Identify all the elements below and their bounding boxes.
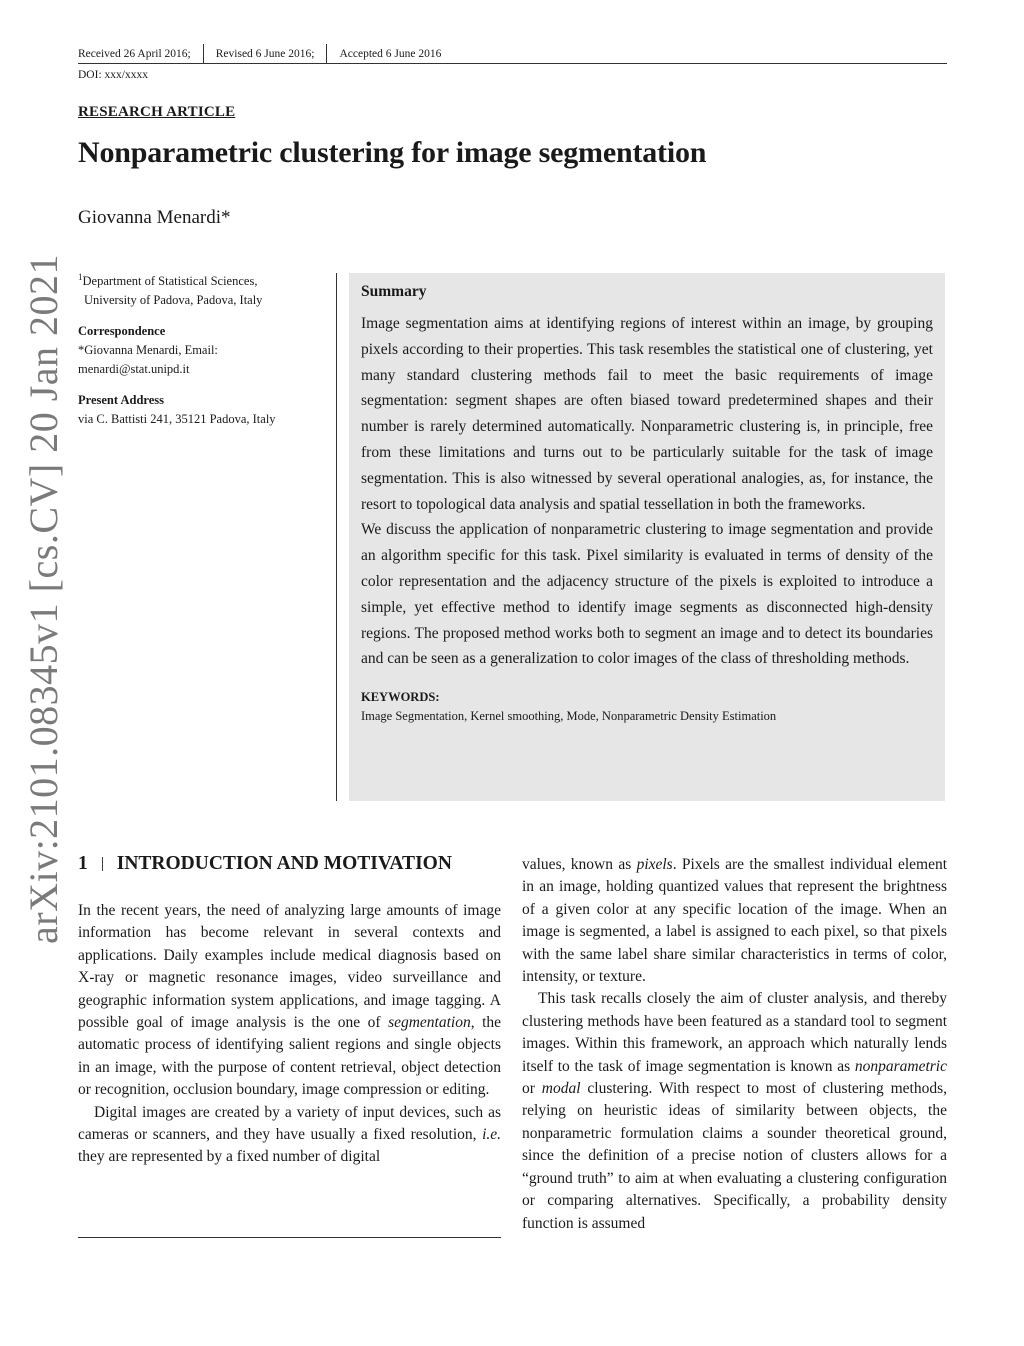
section-separator bbox=[102, 857, 103, 871]
affiliation-line-2: University of Padova, Padova, Italy bbox=[84, 293, 263, 308]
date-separator bbox=[326, 44, 327, 64]
accepted-date: Accepted 6 June 2016 bbox=[339, 48, 442, 60]
revised-date: Revised 6 June 2016; bbox=[215, 48, 315, 60]
present-address: via C. Battisti 241, 35121 Padova, Italy bbox=[78, 412, 276, 427]
correspondence-label: Correspondence bbox=[78, 324, 166, 339]
section-title: INTRODUCTION AND MOTIVATION bbox=[116, 853, 452, 874]
correspondence-line-1: *Giovanna Menardi, Email: bbox=[78, 343, 218, 358]
summary-paragraph-2: We discuss the application of nonparametric clustering to image segmentation and provide an algorithm specific for this task. Pixel similarity is evaluated in terms of density of the color representation and the adjacency structure of the pixels is exploited to introduce a simple, yet effective method to identify image segments as disconnected high-density regions. The proposed method works both to segment an image and to detect its boundaries and can be seen as a generalization to color images of the class of thresholding methods. bbox=[361, 521, 933, 668]
summary-paragraph-1: Image segmentation aims at identifying regions of interest within an image, by grouping pixels according to their properties. This task resembles the statistical one of clustering, yet many standard clustering methods fail to meet the basic requirements of image segmentation: segment shapes are often biased toward predetermined shapes and their number is rarely determined automatically. Nonparametric clustering is, in principle, free from these limitations and turns out to be particularly suitable for the task of image segmentation. This is also witnessed by several operational analogies, as, for instance, the resort to topological data analysis and spatial tessellation in both the frameworks. bbox=[361, 315, 933, 513]
received-date: Received 26 April 2016; bbox=[78, 48, 191, 60]
arxiv-identifier: arXiv:2101.08345v1 [cs.CV] 20 Jan 2021 bbox=[21, 253, 66, 944]
article-type: RESEARCH ARTICLE bbox=[78, 104, 236, 120]
intro-paragraph-4: This task recalls closely the aim of cluster analysis, and thereby clustering methods have been featured as a standard tool to segment images. Within this framework, an approach which naturally lends itself to the task of image segmentation is known as nonparametric or modal clustering. With respect to most of clustering methods, relying on heuristic ideas of similarity between objects, the nonparametric formulation claims a sounder theoretical ground, since the definition of a precise notion of clusters allows for a “ground truth” to aim at when evaluating a clustering configuration or comparing alternatives. Specifically, a probability density function is assumed bbox=[522, 990, 947, 1232]
affiliation bbox=[78, 268, 328, 291]
author-info bbox=[78, 268, 328, 429]
doi: DOI: xxx/xxxx bbox=[78, 69, 148, 81]
right-column bbox=[522, 854, 947, 1235]
section-heading bbox=[78, 853, 452, 875]
intro-paragraph-2: Digital images are created by a variety of input devices, such as cameras or scanners, and they have usually a fixed resolution, i.e. they are represented by a fixed number of digital bbox=[78, 1103, 501, 1166]
left-column bbox=[78, 900, 501, 1169]
affiliation-marker: 1 bbox=[78, 272, 83, 282]
correspondence-email[interactable]: menardi@stat.unipd.it bbox=[78, 362, 190, 377]
affiliation-line-1: Department of Statistical Sciences, bbox=[82, 274, 258, 289]
header-rule bbox=[78, 63, 947, 64]
paper-title: Nonparametric clustering for image segmentation bbox=[78, 136, 707, 169]
date-separator bbox=[203, 44, 204, 64]
author: Giovanna Menardi* bbox=[78, 207, 231, 228]
keywords: Image Segmentation, Kernel smoothing, Mode, Nonparametric Density Estimation bbox=[361, 709, 777, 724]
keywords-label: KEYWORDS: bbox=[361, 690, 440, 705]
footnote-rule bbox=[78, 1237, 501, 1238]
summary-heading: Summary bbox=[361, 283, 427, 300]
summary-box bbox=[349, 273, 945, 801]
section-number: 1 bbox=[78, 853, 88, 874]
dates-line bbox=[78, 44, 441, 64]
intro-paragraph-3: values, known as pixels. Pixels are the smallest individual element in an image, holding quantized values that represent the brightness of a given color at any specific location of the image. When an image is segmented, a label is assigned to each pixel, so that pixels with the same label share similar characteristics in terms of color, intensity, or texture. bbox=[522, 856, 948, 986]
vertical-rule bbox=[336, 273, 337, 801]
present-address-label: Present Address bbox=[78, 393, 164, 408]
intro-paragraph-1: In the recent years, the need of analyzing large amounts of image information has become relevant in several contexts and applications. Daily examples include medical diagnosis based on X-ray or magnetic resonance images, video surveillance and geographic information system applications, and image tagging. A possible goal of image analysis is the one of segmentation, the automatic process of identifying salient regions and single objects in an image, with the purpose of content retrieval, object detection or recognition, occlusion boundary, image compression or editing. bbox=[78, 902, 502, 1099]
